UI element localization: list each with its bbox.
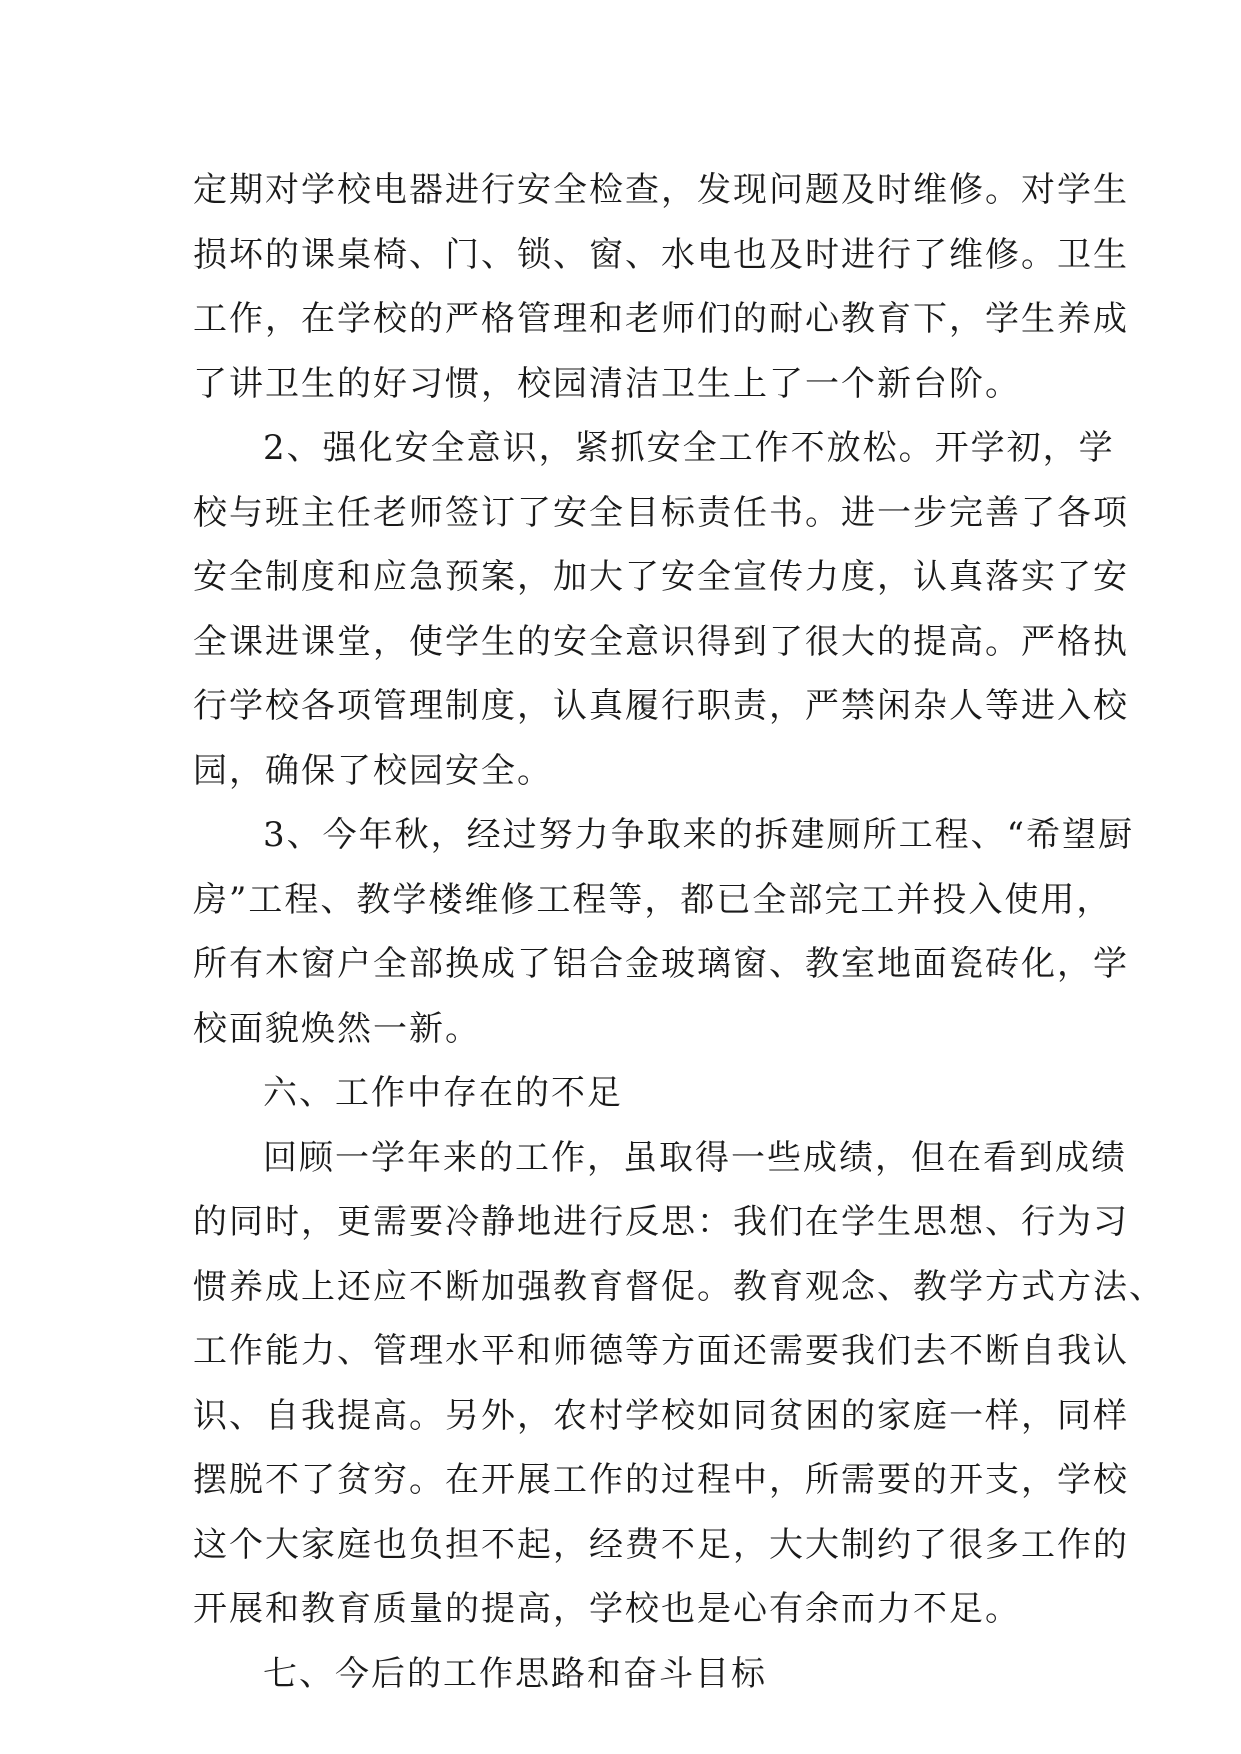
- text-line: 损坏的课桌椅、门、锁、窗、水电也及时进行了维修。卫生: [193, 234, 1129, 275]
- text-line: 3、今年秋，经过努力争取来的拆建厕所工程、“希望厨: [263, 815, 1135, 855]
- text-line: 了讲卫生的好习惯，校园清洁卫生上了一个新台阶。: [193, 363, 1021, 404]
- text-line: 七、今后的工作思路和奋斗目标: [263, 1653, 767, 1694]
- text-line: 全课进课堂，使学生的安全意识得到了很大的提高。严格执: [193, 621, 1129, 662]
- text-line: 识、自我提高。另外，农村学校如同贫困的家庭一样，同样: [193, 1395, 1129, 1436]
- text-line: 惯养成上还应不断加强教育督促。教育观念、教学方式方法、: [193, 1266, 1165, 1307]
- text-line: 回顾一学年来的工作，虽取得一些成绩，但在看到成绩: [263, 1137, 1127, 1178]
- text-line: 校与班主任老师签订了安全目标责任书。进一步完善了各项: [193, 492, 1129, 533]
- text-line: 这个大家庭也负担不起，经费不足，大大制约了很多工作的: [193, 1524, 1129, 1565]
- text-line: 园，确保了校园安全。: [193, 750, 553, 791]
- text-line: 开展和教育质量的提高，学校也是心有余而力不足。: [193, 1589, 1021, 1629]
- text-line: 校面貌焕然一新。: [193, 1008, 481, 1049]
- text-line: 所有木窗户全部换成了铝合金玻璃窗、教室地面瓷砖化，学: [193, 944, 1129, 984]
- text-line: 行学校各项管理制度，认真履行职责，严禁闲杂人等进入校: [193, 686, 1129, 726]
- text-line: 工作能力、管理水平和师德等方面还需要我们去不断自我认: [193, 1331, 1129, 1371]
- text-line: 定期对学校电器进行安全检查，发现问题及时维修。对学生: [193, 170, 1129, 210]
- document-body: [193, 158, 1165, 1706]
- text-line: 2、强化安全意识，紧抓安全工作不放松。开学初，学: [263, 428, 1115, 468]
- text-line: 房”工程、教学楼维修工程等，都已全部完工并投入使用，: [193, 879, 1113, 920]
- text-line: 的同时，更需要冷静地进行反思：我们在学生思想、行为习: [193, 1202, 1129, 1242]
- text-line: 安全制度和应急预案，加大了安全宣传力度，认真落实了安: [193, 557, 1129, 597]
- text-line: 摆脱不了贫穷。在开展工作的过程中，所需要的开支，学校: [193, 1460, 1129, 1500]
- text-line: 六、工作中存在的不足: [263, 1073, 623, 1113]
- text-line: 工作，在学校的严格管理和老师们的耐心教育下，学生养成: [193, 299, 1129, 339]
